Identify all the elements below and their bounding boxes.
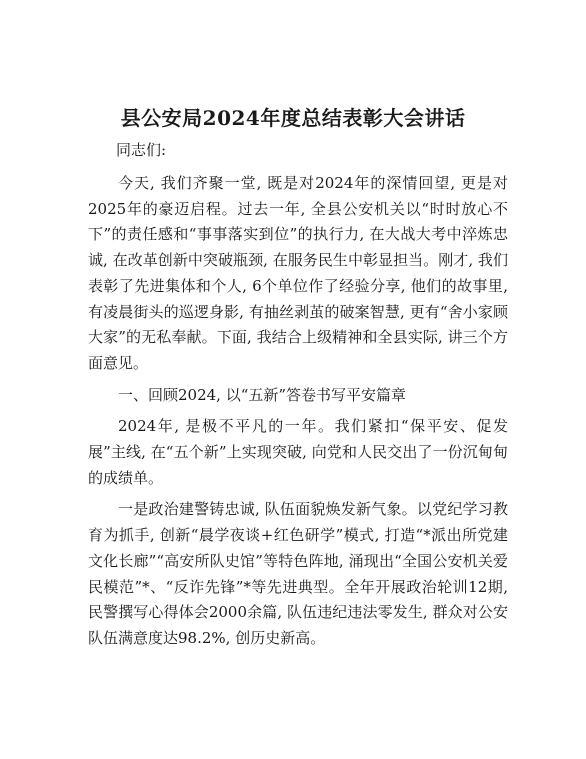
paragraph-review: 2024年, 是极不平凡的一年。我们紧扣“保平安、促发展”主线, 在“五个新”上实现突破, 向党和人民交出了一份沉甸甸的成绩单。 <box>88 417 508 487</box>
paragraph-political: 一是政治建警铸忠诚, 队伍面貌焕发新气象。以党纪学习教育为抓手, 创新“晨学夜谈+红色研学”模式, 打造“*派出所党建文化长廊”“高安所队史馆”等特色阵地, 涌现出“全国公安机关爱民模范”*、“反诈先锋”*等先进典型。全年开展政治轮训12期, 民警撰写心得体会2000余篇, 队伍违纪违法零发生, 群众对公安队伍满意度达98.2%, 创历史新高。 <box>88 500 508 647</box>
document-body <box>88 171 508 652</box>
document-title: 县公安局2024年度总结表彰大会讲话 <box>120 106 466 130</box>
paragraph-opening: 今天, 我们齐聚一堂, 既是对2024年的深情回望, 更是对2025年的豪迈启程。过去一年, 全县公安机关以“时时放心不下”的责任感和“事事落实到位”的执行力, 在大战大考中淬炼忠诚, 在改革创新中突破瓶颈, 在服务民生中彰显担当。刚才, 我们表彰了先进集体和个人, 6个单位作了经验分享, 他们的故事里, 有凌晨街头的巡逻身影, 有抽丝剥茧的破案智慧, 更有“舍小家顾大家”的无私奉献。下面, 我结合上级精神和全县实际, 讲三个方面意见。 <box>88 174 508 372</box>
salutation: 同志们: <box>116 141 167 159</box>
section-heading-1: 一、回顾2024, 以“五新”答卷书写平安篇章 <box>118 385 407 404</box>
